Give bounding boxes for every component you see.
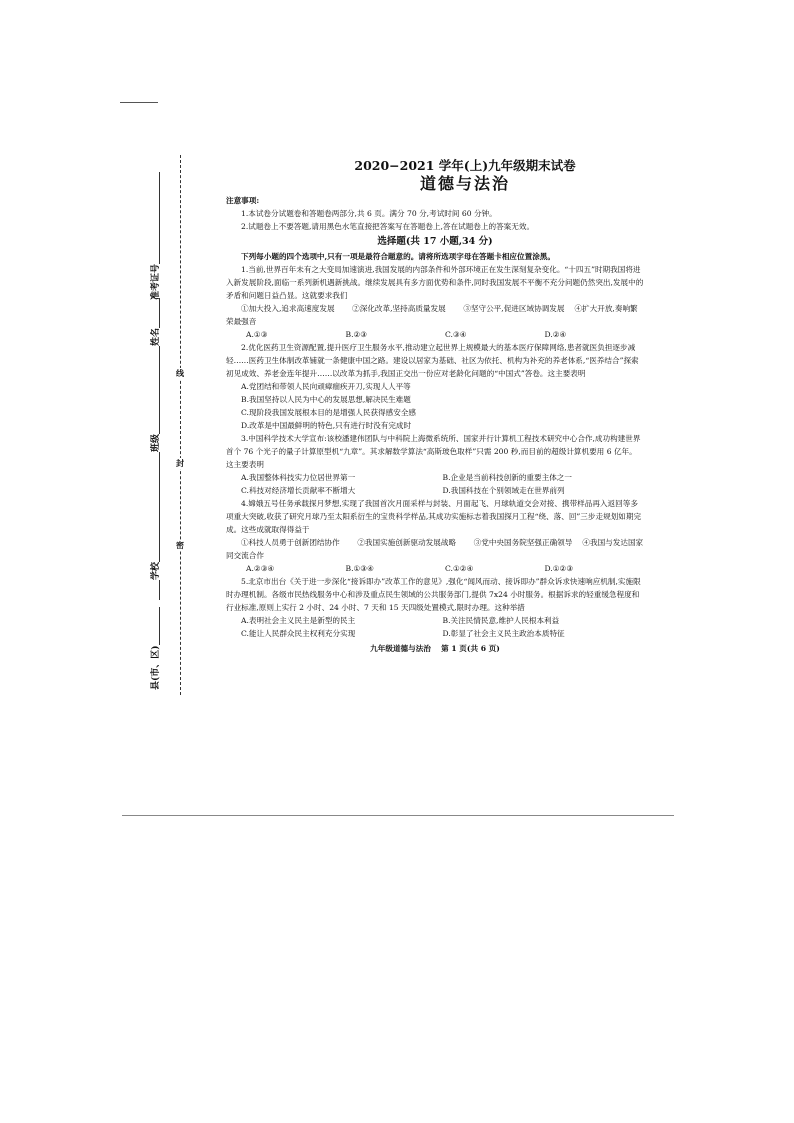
options xyxy=(226,562,644,575)
option[interactable]: C.能让人民群众民主权利充分实现 xyxy=(241,629,356,638)
subject-title: 道德与法治 xyxy=(419,174,510,193)
class-label: 班级 xyxy=(151,433,161,452)
page-footer: 九年级道德与法治 第 1 页(共 6 页) xyxy=(370,644,500,653)
option[interactable]: D.①②③ xyxy=(544,564,574,573)
county-field[interactable] xyxy=(148,607,161,690)
options xyxy=(226,627,644,640)
question-stem: 1.当前,世界百年未有之大变局加速演进,我国发展的内部条件和外部环境正在发生深刻复杂变化。“十四五”时期我国将进入新发展阶段,面临一系列新机遇新挑战。继续发展具有多方面优势和条件,同时我国发展不平衡不充分问题仍然突出,发展中的矛盾和问题日益凸显。这就要求我们 xyxy=(226,265,644,300)
section-title: 选择题(共 17 小题,34 分) xyxy=(377,236,493,247)
seal-char-seal: 封 xyxy=(176,458,184,468)
question-stem: 5.北京市出台《关于进一步深化“接诉即办”改革工作的意见》,强化“闻风而动、接诉即办”群众诉求快速响应机制,实施限时办理机制。各级市民热线服务中心和涉及重点民生领域的公共服务部门,提供 7x24 小时服务。根据诉求的轻重缓急程度和行业标准,原则上实行 2 小时、24 小时、7 天和 15 天四级处置模式,限时办理。这种举措 xyxy=(226,577,641,612)
question-stem: 3.中国科学技术大学宣布:该校潘建伟团队与中科院上海微系统所、国家并行计算机工程技术研究中心合作,成功构建世界首个 76 个光子的量子计算原型机“九章”。其求解数学算法“高斯玻色取样”只需 200 秒,而目前的超级计算机要用 6 亿年。这主要表明 xyxy=(226,434,641,469)
exam-paper xyxy=(226,158,644,655)
option[interactable]: D.改革是中国最鲜明的特色,只有进行时没有完成时 xyxy=(241,421,412,430)
option[interactable]: A.党团结和带领人民向顽瘴痼疾开刀,实现人人平等 xyxy=(241,382,411,391)
section-instruction: 下列每小题的四个选项中,只有一项是最符合题意的。请将所选项字母在答题卡相应位置涂黑。 xyxy=(241,252,555,261)
options xyxy=(226,484,644,497)
statements xyxy=(226,536,644,562)
exam-title: 2020−2021 学年(上)九年级期末试卷 xyxy=(354,158,576,173)
exam-number-label: 准考证号 xyxy=(151,263,161,300)
note-item: 1.本试卷分试题卷和答题卷两部分,共 6 页。满分 70 分,考试时间 60 分钟。 xyxy=(241,209,497,218)
statement: ②我国实施创新驱动发展战略 xyxy=(357,538,457,547)
bottom-rule xyxy=(122,815,674,816)
option[interactable]: A.①③ xyxy=(246,330,268,339)
option[interactable]: C.③④ xyxy=(445,330,467,339)
county-label: 县(市、区) xyxy=(151,645,161,690)
school-label: 学校 xyxy=(151,561,161,580)
question-stem: 2.优化医药卫生资源配置,提升医疗卫生服务水平,推动建立起世界上规模最大的基本医疗保障网络,患者就医负担逐步减轻……医药卫生体制改革铺就一条健康中国之路。建设以居家为基础、社区为依托、机构为补充的养老体系,“医养结合”探索初见成效、养老金连年提升……以改革为抓手,我国正交出一份应对老龄化问题的“中国式”答卷。这主要表明 xyxy=(226,343,639,378)
seal-char-line: 线 xyxy=(176,368,184,378)
statement: ①加大投入,追求高速度发展 xyxy=(241,304,335,313)
class-field[interactable] xyxy=(148,384,161,502)
option[interactable]: A.②③④ xyxy=(246,564,275,573)
notes-heading: 注意事项: xyxy=(226,196,260,205)
option[interactable]: D.我国科技在个别领域走在世界前列 xyxy=(442,486,565,495)
option[interactable]: B.关注民情民意,维护人民根本利益 xyxy=(442,616,560,625)
name-label: 姓名 xyxy=(151,327,161,346)
options xyxy=(226,328,644,341)
option[interactable]: C.①②④ xyxy=(445,564,474,573)
statement: ④我国与发达国家同交流合作 xyxy=(226,538,644,560)
options xyxy=(226,471,644,484)
option[interactable]: B.企业是当前科技创新的重要主体之一 xyxy=(442,473,572,482)
option[interactable]: A.表明社会主义民主是新型的民主 xyxy=(241,616,356,625)
seal-char-secret: 密 xyxy=(176,540,184,550)
option[interactable]: B.②③ xyxy=(345,330,368,339)
statement: ③党中央国务院坚强正确领导 xyxy=(473,538,573,547)
question-stem: 4.嫦娥五号任务承载探月梦想,实现了我国首次月面采样与封装、月面起飞、月球轨道交会对接、携带样品再入返回等多项重大突破,收获了研究月球乃至太阳系衍生的宝贵科学样品,其成功实施标志着我国探月工程“绕、落、回”三步走规划如期完成。这些成就取得得益于 xyxy=(226,499,642,534)
statement: ②深化改革,坚持高质量发展 xyxy=(352,304,446,313)
note-item: 2.试题卷上不要答题,请用黑色水笔直接把答案写在答题卷上,答在试题卷上的答案无效。 xyxy=(241,222,535,231)
option[interactable]: C.现阶段我国发展根本目的是增强人民获得感安全感 xyxy=(241,408,417,417)
options xyxy=(226,614,644,627)
option[interactable]: B.我国坚持以人民为中心的发展思想,解决民生难题 xyxy=(241,395,411,404)
top-rule xyxy=(120,102,158,103)
option[interactable]: D.②④ xyxy=(544,330,567,339)
name-field[interactable] xyxy=(148,298,161,386)
statement: ①科技人员勇于创新团结协作 xyxy=(241,538,340,547)
option[interactable]: C.科技对经济增长贡献率不断增大 xyxy=(241,486,356,495)
option[interactable]: A.我国整体科技实力位居世界第一 xyxy=(241,473,356,482)
statement: ③坚守公平,促进区域协调发展 xyxy=(463,304,565,313)
exam-number-field[interactable] xyxy=(148,172,161,300)
statements xyxy=(226,302,644,328)
statement: ④扩大开放,奏响繁荣最强音 xyxy=(226,304,638,326)
option[interactable]: D.彰显了社会主义民主政治本质特征 xyxy=(442,629,565,638)
binding-line xyxy=(180,155,181,695)
school-field[interactable] xyxy=(148,502,161,600)
option[interactable]: B.①③④ xyxy=(345,564,374,573)
